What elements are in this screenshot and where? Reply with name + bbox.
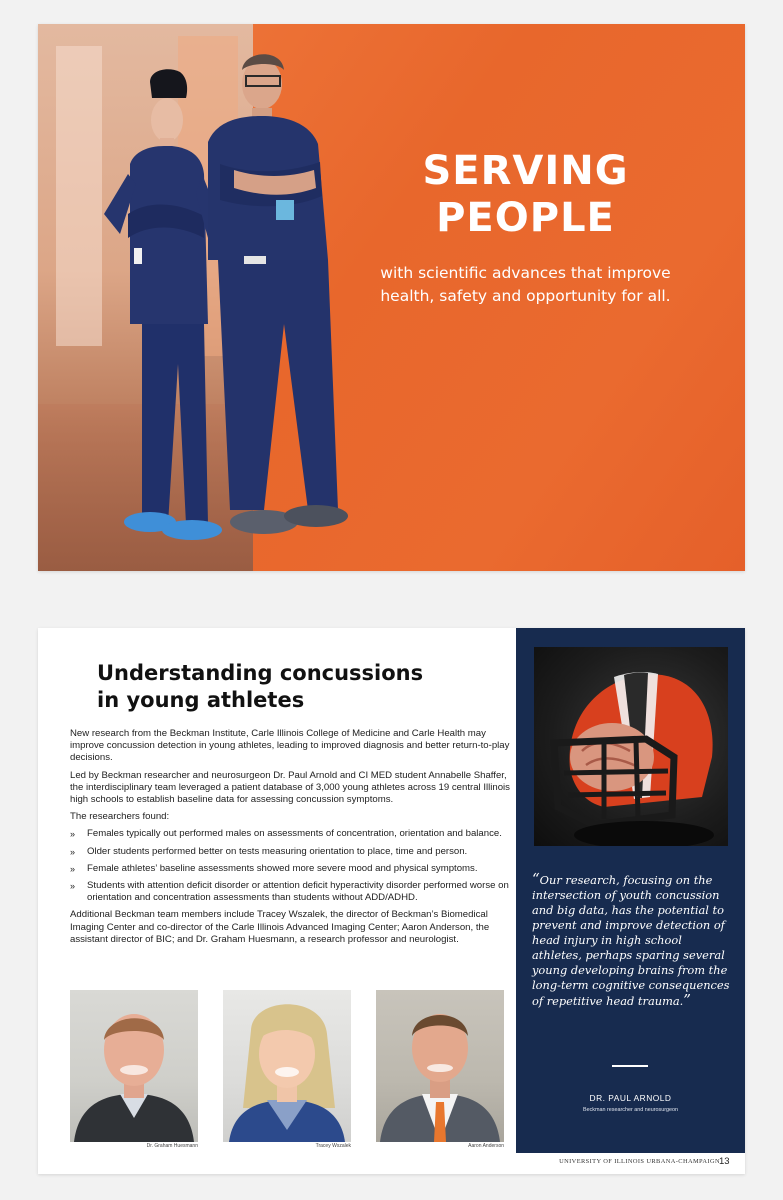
article-title-line1: Understanding concussions	[97, 661, 424, 685]
bullet-mark: »	[70, 881, 76, 892]
hero-subtitle: with scientific advances that improve health, safety and opportunity for all.	[380, 264, 671, 305]
paragraph-intro: New research from the Beckman Institute, Carle Illinois College of Medicine and Carle Health may improve concussion detection in young athletes, leading to improved diagnosis and better return-to-play decisions.	[70, 728, 510, 764]
findings-intro: The researchers found:	[70, 811, 170, 823]
article-page	[38, 628, 745, 1174]
pull-quote	[532, 872, 732, 1009]
hero-title-line2: PEOPLE	[436, 195, 615, 241]
helmet-image	[534, 647, 728, 846]
photo-caption: Tracey Wszalek	[315, 1143, 351, 1149]
list-item	[70, 880, 510, 904]
helmet-illustration	[534, 647, 728, 846]
portrait-aaron-anderson	[376, 990, 504, 1142]
open-quote-mark: “	[532, 870, 540, 888]
hero-page	[38, 24, 745, 571]
portrait-tracey-wszalek	[223, 990, 351, 1142]
paragraph-members: Additional Beckman team members include Tracey Wszalek, the director of Beckman’s Biomedical Imaging Center and co-director of the Carle Illinois Advanced Imaging Center; Aaron Anderson, the assistant director of BIC; and Dr. Graham Huesmann, a research professor and neurologist.	[70, 909, 490, 945]
list-item	[70, 846, 510, 858]
bullet-mark: »	[70, 829, 76, 840]
quote-sidebar	[516, 628, 745, 1153]
article-title-line2: in young athletes	[97, 688, 305, 712]
bullet-mark: »	[70, 863, 76, 874]
quote-text: Our research, focusing on the intersection of youth concussion and big data, has the potential to prevent and improve detection of head injury in high school athletes, perhaps sparing several young developing brains from the long-term cognitive consequences of repetitive head trauma.	[532, 873, 730, 1008]
list-item	[70, 828, 510, 840]
article-body	[70, 728, 510, 951]
finding-text: Students with attention deficit disorder or attention deficit hyperactivity disorder performed worse on orientation and concentration assessments than students without ADD/ADHD.	[87, 880, 509, 904]
man-figure	[208, 54, 348, 534]
hero-title	[378, 148, 673, 242]
finding-text: Female athletes’ baseline assessments showed more severe mood and physical symptoms.	[87, 862, 478, 874]
paragraph-team: Led by Beckman researcher and neurosurgeon Dr. Paul Arnold and CI MED student Annabelle Shaffer, the interdisciplinary team leveraged a patient database of 3,000 young athletes across 19 central Illinois high schools to establish baseline data for assessing concussion symptoms.	[70, 769, 510, 806]
portrait-illustration	[376, 990, 504, 1142]
doctors-photo	[38, 24, 368, 571]
portrait-illustration	[223, 990, 351, 1142]
article-title	[97, 660, 437, 714]
woman-figure	[104, 69, 222, 540]
bullet-mark: »	[70, 846, 76, 857]
divider	[612, 1065, 648, 1067]
finding-text: Older students performed better on tests measuring orientation to place, time and person.	[87, 845, 468, 857]
list-item	[70, 863, 510, 875]
portrait-illustration	[70, 990, 198, 1142]
findings-list	[70, 828, 510, 904]
page-number: 13	[719, 1156, 730, 1167]
footer-university: UNIVERSITY OF ILLINOIS URBANA-CHAMPAIGN	[559, 1158, 720, 1165]
hero-title-line1: SERVING	[422, 148, 629, 194]
photo-caption: Dr. Graham Huesmann	[146, 1143, 198, 1149]
portrait-graham-huesmann	[70, 990, 198, 1142]
quote-author-role: Beckman researcher and neurosurgeon	[583, 1107, 678, 1113]
close-quote-mark: ”	[683, 991, 691, 1009]
photo-caption: Aaron Anderson	[468, 1143, 504, 1149]
finding-text: Females typically out performed males on assessments of concentration, orientation and balance.	[87, 828, 502, 840]
quote-author-name: DR. PAUL ARNOLD	[589, 1093, 672, 1103]
